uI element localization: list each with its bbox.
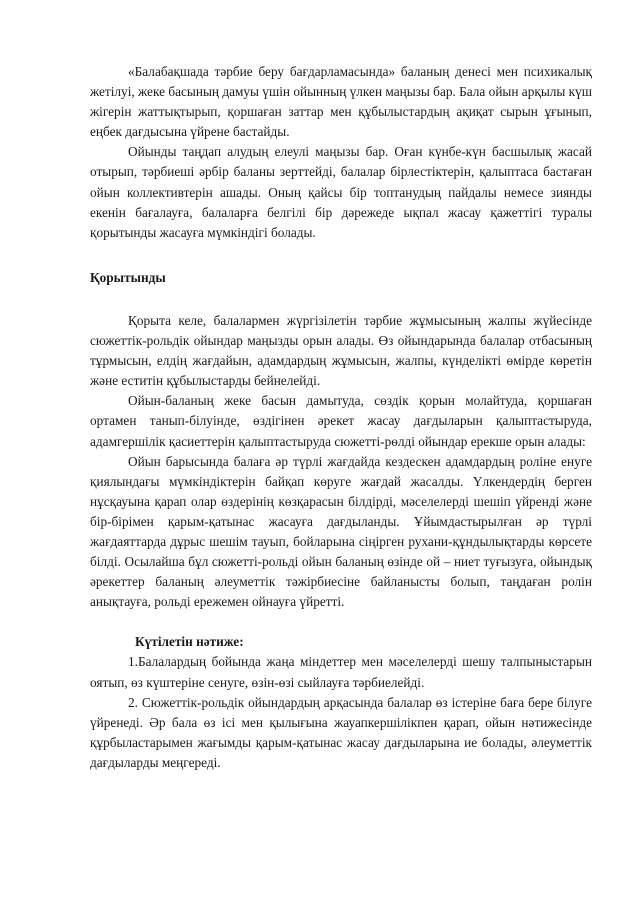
intro-paragraph-2: Ойынды таңдап алудың елеулі маңызы бар. Оған күнбе-күн басшылық жасай отырып, тәрбиеші әрбір баланы зерттейді, балалар бірлестіктерін, қалыптаса бастаған ойын коллективтерін ашады. Оның қайсы бір топтанудың пайдалы немесе зиянды екенін бағалауға, балаларға белгілі бір дәрежеде ықпал жасау қажеттігі туралы қорытынды жасауға мүмкіндігі болады.: [90, 144, 592, 240]
section-spacer: [90, 288, 592, 311]
section-spacer: [90, 612, 592, 632]
results-item-1: 1.Балалардың бойында жаңа міндеттер мен мәселелерді шешу талпыныстарын оятып, өз күштеріне сенуге, өзін-өзі сыйлауға тәрбиелейді.: [90, 654, 592, 690]
intro-paragraph-1: «Балабақшада тәрбие беру бағдарламасында» баланың денесі мен психикалық жетілуі, жеке басының дамуы үшін ойынның үлкен маңызы бар. Бала ойын арқылы күш жігерін жаттықтырып, қоршаған заттар мен құбылыстардың ақиқат сырын ұғынып, еңбек дағдысына үйрене бастайды.: [90, 64, 592, 140]
results-item-2: 2. Сюжеттік-рольдік ойындардың арқасында балалар өз істеріне баға бере білуге үйренеді. Әр бала өз ісі мен қылығына жауапкершілікпен қарап, ойын нәтижесінде құрбыластарымен жағымды қарым-қатынас жасау дағдыларына ие болады, әлеуметтік дағдыларды меңгереді.: [90, 694, 592, 770]
document-page: [90, 62, 592, 773]
conclusion-heading: Қорытынды: [90, 269, 166, 285]
section-spacer: [90, 243, 592, 268]
conclusion-paragraph-3: Ойын барысында балаға әр түрлі жағдайда кездескен адамдардың роліне енуге қиялындағы мүмкіндіктерін байқап көруге жағдай жасалды. Үлкендердің берген нұсқауына қарап олар өздерінің көзқарасын білдірді, мәселелерді шешіп үйренді және бір-бірімен қарым-қатынас жасауға дағдыланды. Ұйымдастырылған әр түрлі жағдаяттарда дұрыс шешім тауып, бойларына сіңірген рухани-құндылықтарды көрсете білді. Осылайша бұл сюжетті-рольді ойын баланың өзінде ой – ниет туғызуға, ойындық әрекеттер баланың әлеуметтік тәжірбиесіне байланысты болып, таңдаған ролін анықтауға, рольді ережемен ойнауға үйретті.: [90, 453, 592, 610]
conclusion-paragraph-1: Қорыта келе, балалармен жүргізілетін тәрбие жұмысының жалпы жүйесінде сюжеттік-рольдік ойындар маңызды орын алады. Өз ойындарында балалар отбасының тұрмысын, елдің жағдайын, адамдардың жұмысын, жалпы, күнделікті өмірде көретін және еститін құбылыстарды бейнелейді.: [90, 312, 592, 389]
results-heading: Күтілетін нәтиже:: [135, 634, 244, 650]
conclusion-paragraph-2: Ойын-баланың жеке басын дамытуда, сөздік қорын молайтуда, қоршаған ортамен танып-білуінде, өздігінен әрекет жасау дағдыларын қалыптастыруда, адамгершілік қасиеттерін қалыптастыруда сюжетті-рөлді ойындар ерекше орын алады:: [90, 393, 592, 449]
